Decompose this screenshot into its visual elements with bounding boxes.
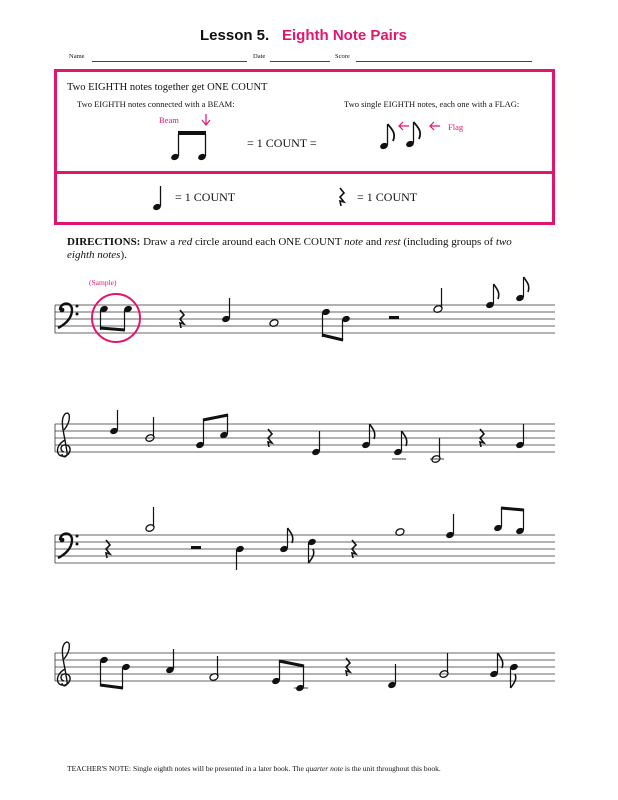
directions-eighth-notes: eighth notes <box>67 249 121 261</box>
sample-label: (Sample) <box>89 278 117 287</box>
beam-caption: Two EIGHTH notes connected with a BEAM: <box>77 99 235 109</box>
directions-label: DIRECTIONS: <box>67 236 141 248</box>
quarter-rest-icon <box>340 188 344 206</box>
sample-circle <box>92 294 140 342</box>
directions-text: (including groups of <box>403 236 494 248</box>
directions-text: Draw a <box>143 236 176 248</box>
eighth-pair-count: = 1 COUNT = <box>247 136 317 150</box>
staff-2 <box>55 410 555 463</box>
rest-count: = 1 COUNT <box>357 190 418 204</box>
directions-end: ). <box>120 249 127 261</box>
score-label: Score <box>335 53 350 60</box>
quarter-note-icon <box>152 186 162 211</box>
teachers-note-label: TEACHER'S NOTE: <box>67 764 132 773</box>
beam-arrow-icon <box>202 114 210 125</box>
beamed-eighth-icon <box>170 131 207 161</box>
quarter-count: = 1 COUNT <box>175 190 236 204</box>
directions-text: and <box>365 236 382 248</box>
directions-note: note <box>344 236 364 248</box>
lesson-title: Eighth Note Pairs <box>282 27 408 44</box>
beam-label: Beam <box>159 115 179 125</box>
lesson-number: Lesson 5. <box>200 27 270 44</box>
flag-caption: Two single EIGHTH notes, each one with a FLAG: <box>344 99 520 109</box>
directions-two: two <box>495 236 512 248</box>
teachers-note <box>67 764 567 773</box>
flag-label: Flag <box>448 122 464 132</box>
directions-rest: rest <box>384 236 401 248</box>
teachers-note-text: Single eighth notes will be presented in a later book. The <box>132 764 304 773</box>
staff-4 <box>55 642 555 692</box>
staff-1 <box>55 277 555 342</box>
teachers-note-quarter: quarter note <box>305 764 343 773</box>
staff-3 <box>55 507 555 570</box>
name-label: Name <box>69 53 85 60</box>
directions-text: circle around each ONE COUNT <box>194 236 342 248</box>
directions-red: red <box>177 236 193 248</box>
teachers-note-end: is the unit throughout this book. <box>344 764 441 773</box>
date-label: Date <box>253 53 266 60</box>
box-heading: Two EIGHTH notes together get ONE COUNT <box>67 82 268 93</box>
